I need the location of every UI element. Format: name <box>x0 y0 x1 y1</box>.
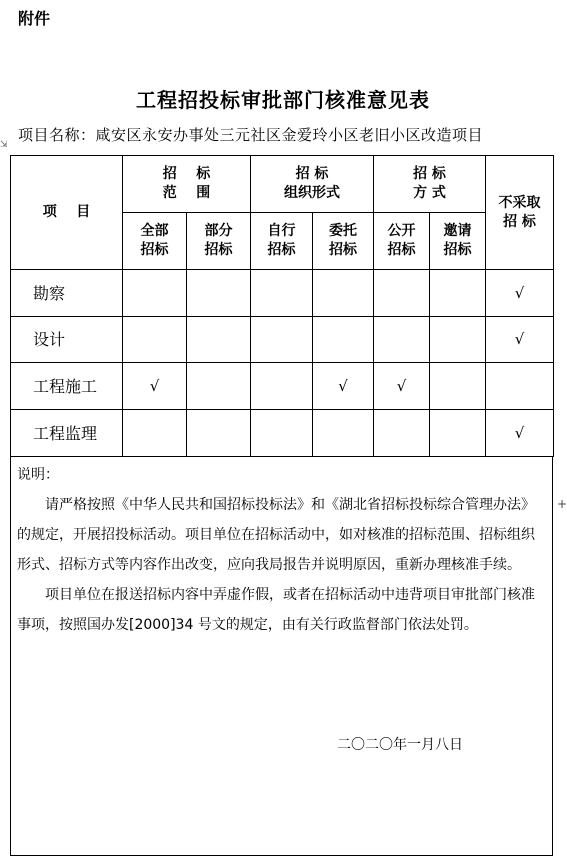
subheader-invited: 邀请 招标 <box>430 213 486 270</box>
header-no-bid: 不采取 招 标 <box>486 156 554 270</box>
table-cell[interactable] <box>123 317 187 363</box>
table-cell[interactable]: √ <box>486 317 554 363</box>
header-item: 项 目 <box>11 156 123 270</box>
subheader-open: 公开 招标 <box>374 213 430 270</box>
header-scope: 招 标 范 围 <box>123 156 251 213</box>
table-cell[interactable] <box>486 363 554 410</box>
notes-paragraph: 请严格按照《中华人民共和国招标投标法》和《湖北省招标投标综合管理办法》的规定，开展招投标活动。项目单位在招标活动中，如对核准的招标范围、招标组织形式、招标方式等内容作出改变，应向我局报告并说明原因，重新办理核准手续。 <box>17 497 535 573</box>
table-cell[interactable] <box>374 317 430 363</box>
subheader-partial: 部分 招标 <box>187 213 251 270</box>
header-form: 招 标 组织形式 <box>251 156 374 213</box>
table-cell[interactable] <box>187 363 251 410</box>
table-cell[interactable] <box>187 270 251 317</box>
subheader-self: 自行 招标 <box>251 213 313 270</box>
table-cell[interactable]: √ <box>374 363 430 410</box>
row-label: 工程施工 <box>11 363 123 410</box>
notes-section <box>10 456 553 856</box>
table-cell[interactable] <box>251 317 313 363</box>
notes-paragraph: 项目单位在报送招标内容中弄虚作假，或者在招标活动中违背项目审批部门核准事项，按照国办发[2000]34 号文的规定，由有关行政监督部门依法处罚。 <box>17 587 535 633</box>
row-label: 设计 <box>11 317 123 363</box>
table-cell[interactable]: √ <box>313 363 374 410</box>
table-cell[interactable] <box>313 410 374 457</box>
row-label: 勘察 <box>11 270 123 317</box>
table-cell[interactable] <box>187 317 251 363</box>
table-cell[interactable]: √ <box>486 270 554 317</box>
table-cell[interactable] <box>313 317 374 363</box>
table-cell[interactable]: √ <box>486 410 554 457</box>
table-cell[interactable] <box>374 410 430 457</box>
add-row-icon[interactable]: + <box>557 497 567 511</box>
subheader-full: 全部 招标 <box>123 213 187 270</box>
subheader-entrusted: 委托 招标 <box>313 213 374 270</box>
attachment-label: 附件 <box>18 9 51 28</box>
table-move-handle-icon[interactable]: ⇲ <box>0 140 8 150</box>
table-row <box>11 410 554 457</box>
page-title: 工程招投标审批部门核准意见表 <box>136 88 430 112</box>
row-label: 工程监理 <box>11 410 123 457</box>
table-cell[interactable] <box>313 270 374 317</box>
table-cell[interactable] <box>187 410 251 457</box>
document-date: 二〇二〇年一月八日 <box>337 737 463 753</box>
table-cell[interactable] <box>251 270 313 317</box>
table-cell[interactable] <box>123 410 187 457</box>
table-cell[interactable] <box>430 270 486 317</box>
table-cell[interactable] <box>430 410 486 457</box>
table-cell[interactable] <box>251 410 313 457</box>
table-cell[interactable]: √ <box>123 363 187 410</box>
table-row <box>11 270 554 317</box>
table-cell[interactable] <box>430 317 486 363</box>
project-name: 项目名称：咸安区永安办事处三元社区金爱玲小区老旧小区改造项目 <box>18 126 484 144</box>
table-row <box>11 317 554 363</box>
header-method: 招 标 方 式 <box>374 156 486 213</box>
table-row <box>11 363 554 410</box>
notes-heading: 说明： <box>17 467 59 483</box>
approval-table <box>10 155 554 457</box>
table-cell[interactable] <box>430 363 486 410</box>
table-cell[interactable] <box>123 270 187 317</box>
table-cell[interactable] <box>374 270 430 317</box>
table-cell[interactable] <box>251 363 313 410</box>
